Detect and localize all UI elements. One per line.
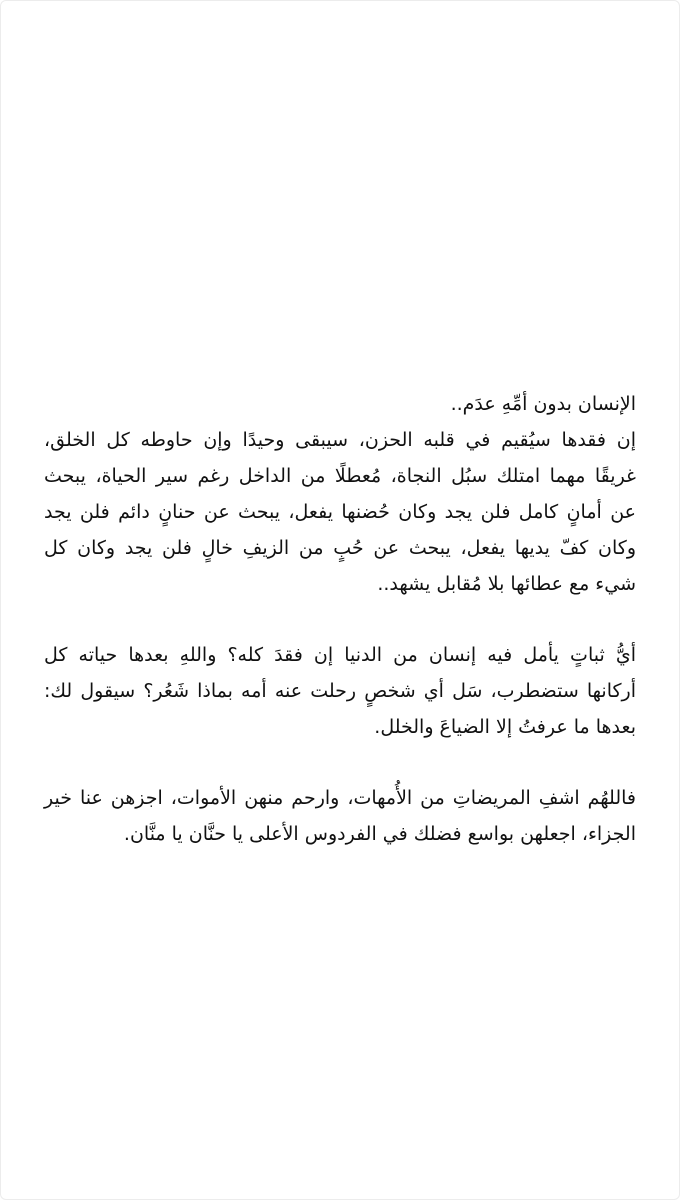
text-line: الإنسان بدون أمِّهِ عدَم.. bbox=[450, 393, 636, 415]
text-line: عن أمانٍ كامل فلن يجد وكان حُضنها يفعل، يبحث عن حنانٍ دائم فلن يجد bbox=[44, 501, 636, 523]
text-line: الجزاء، اجعلهن بواسع فضلك في الفردوس الأعلى يا حنَّان يا منَّان. bbox=[123, 823, 636, 845]
paragraph-2 bbox=[44, 637, 636, 745]
text-line: بعدها ما عرفتُ إلا الضياعَ والخلل. bbox=[374, 716, 636, 738]
text-line: غريقًا مهما امتلك سبُل النجاة، مُعطلًا من الداخل رغم سير الحياة، يبحث bbox=[44, 465, 636, 487]
text-line: وكان كفّ يديها يفعل، يبحث عن حُبٍ من الزيفِ خالٍ فلن يجد وكان كل bbox=[44, 537, 636, 559]
text-body bbox=[44, 386, 636, 887]
paragraph-1 bbox=[44, 386, 636, 602]
text-line: أيُّ ثباتٍ يأمل فيه إنسان من الدنيا إن فقدَ كله؟ واللهِ بعدها حياته كل bbox=[44, 644, 636, 666]
text-line: شيء مع عطائها بلا مُقابل يشهد.. bbox=[377, 573, 636, 595]
paragraph-3 bbox=[44, 780, 636, 852]
text-line: إن فقدها سيُقيم في قلبه الحزن، سيبقى وحيدًا وإن حاوطه كل الخلق، bbox=[44, 429, 636, 451]
text-line: أركانها ستضطرب، سَل أي شخصٍ رحلت عنه أمه بماذا شَعُر؟ سيقول لك: bbox=[44, 680, 636, 702]
text-line: فاللهُم اشفِ المريضاتِ من الأُمهات، وارحم منهن الأموات، اجزهن عنا خير bbox=[44, 787, 636, 809]
